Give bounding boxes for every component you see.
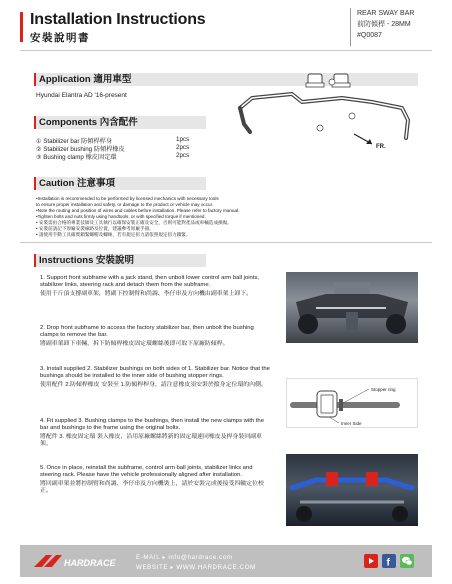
section-divider bbox=[20, 242, 432, 243]
header bbox=[20, 8, 432, 48]
caution-heading-text: Caution 注意事項 bbox=[39, 178, 115, 189]
subframe-photo bbox=[286, 272, 418, 343]
installed-bar-photo-art bbox=[286, 454, 418, 526]
instructions-heading-text: Instructions 安裝說明 bbox=[39, 255, 135, 266]
header-divider bbox=[20, 50, 432, 51]
component-qty: 1pcs bbox=[176, 136, 190, 143]
instruction-step-5 bbox=[40, 465, 272, 495]
instruction-step-1 bbox=[40, 275, 272, 298]
page-title-zh: 安裝說明書 bbox=[30, 32, 90, 44]
instruction-step-4 bbox=[40, 418, 272, 448]
application-heading-text: Application 適用車型 bbox=[39, 74, 132, 85]
caution-line: • 安裝需由合格的專業技師及工具執行以確保安裝正確及安全，否則可能對產品或車輛造成損傷。 bbox=[36, 220, 232, 225]
bushing-drawing bbox=[286, 378, 418, 428]
step-text-en: 5. Once in place, reinstall the subframe, control arm ball joints, stabilizer links and steering rack. Please have the vehicle professionally aligned after installation. bbox=[40, 465, 253, 479]
sway-bar-diagram bbox=[222, 68, 422, 170]
svg-text:f: f bbox=[386, 557, 390, 568]
stopper-ring-label: Stopper ring bbox=[371, 387, 396, 392]
component-qty: 2pcs bbox=[176, 144, 190, 151]
product-number: #Q0087 bbox=[357, 32, 382, 39]
hardrace-logo bbox=[32, 551, 122, 573]
wechat-icon[interactable] bbox=[400, 554, 414, 568]
instruction-step-3 bbox=[40, 366, 272, 389]
step-text-en: 3. Install supplied 2. Stabilizer bushings on both sides of 1. Stabilizer bar. Notice that the bushings should be installed to the inner side of bushing stopper rings. bbox=[40, 366, 270, 380]
step-text-en: 1. Support front subframe with a jack stand, then unbolt lower control arm ball joints, stabilizer links, steering rack and detach them from the subframe. bbox=[40, 275, 260, 289]
callout-icon bbox=[329, 79, 335, 85]
application-vehicle: Hyundai Elantra AD '16-present bbox=[36, 92, 127, 99]
email-link[interactable]: E-MAIL ▸ info@hardrace.com bbox=[136, 554, 233, 561]
step-text-zh: 使用千斤頂支撐副車架，將副下控制臂和尚調、李仔串及方向機由副車架上卸下。 bbox=[40, 290, 253, 297]
instructions-heading bbox=[34, 254, 206, 267]
product-name: REAR SWAY BAR bbox=[357, 10, 415, 17]
sway-bar-end-left bbox=[240, 108, 250, 132]
step-text-zh: 將回副車架並將控制臂和尚調、李仔串及方向機裝上，請於安裝完成後接受四輪定位校正。 bbox=[40, 480, 264, 494]
sway-bar-shape bbox=[240, 94, 408, 138]
footer bbox=[20, 545, 432, 577]
installed-bar-photo bbox=[286, 454, 418, 526]
callout-icon bbox=[317, 125, 323, 131]
caution-line: •Tighten bolts and nuts firmly using handtools, or with specified torque if mentioned. bbox=[36, 214, 206, 219]
instructions-accent bbox=[34, 254, 36, 267]
product-name-zh: 前防傾桿 - 28MM bbox=[357, 21, 411, 28]
caution-line: •Note the routing and position of wires and cables before installation. Please refer to factory manual. bbox=[36, 208, 240, 213]
step-text-zh: 使用配件 2.防傾桿橡皮 安裝至 1.防傾桿桿身，請注意橡皮須安裝於擋身定位環的內側。 bbox=[40, 381, 267, 388]
application-accent bbox=[34, 73, 36, 86]
caution-line: • 安裝前請記下原廠安裝線路及位置，建議參考原廠手冊。 bbox=[36, 226, 154, 231]
front-direction-label: FR. bbox=[376, 144, 386, 150]
component-item: ② Stabilizer bushing 防傾桿橡皮 bbox=[36, 146, 125, 153]
brand-name: HARDRACE bbox=[64, 558, 116, 568]
bushing-icon bbox=[306, 74, 324, 87]
bushing-drawing-art bbox=[287, 379, 419, 429]
caution-line: •Installation is recommended to be performed by licensed mechanics with necessary tools bbox=[36, 196, 219, 201]
components-accent bbox=[34, 116, 36, 129]
callout-icon bbox=[349, 113, 355, 119]
step-text-zh: 將配件 3. 橡皮固定環 裝入橡皮，沿用原廠螺絲將新的固定環連同橡皮及桿身裝回副車架。 bbox=[40, 433, 262, 447]
website-link[interactable]: WEBSITE ▸ WWW.HARDRACE.COM bbox=[136, 564, 256, 571]
component-qty: 2pcs bbox=[176, 152, 190, 159]
inner-side-label: Inner Side bbox=[341, 421, 362, 426]
caution-heading bbox=[34, 177, 206, 190]
component-item: ③ Bushing clamp 橡皮固定環 bbox=[36, 154, 117, 161]
facebook-icon[interactable] bbox=[382, 554, 396, 568]
caution-line: • 請使用手動工具確實鎖緊螺帽及螺絲，若有規定扭力請依照規定扭力鎖緊。 bbox=[36, 232, 191, 237]
step-text-zh: 將副車架卸下車輛，拆下防傾桿橡皮固定環螺絲後即可取下原廠防傾桿。 bbox=[40, 340, 229, 347]
header-accent-bar bbox=[20, 12, 23, 42]
subframe-photo-art bbox=[286, 272, 418, 343]
youtube-icon[interactable] bbox=[364, 554, 378, 568]
page-title: Installation Instructions bbox=[30, 11, 206, 28]
components-heading bbox=[34, 116, 206, 129]
caution-accent bbox=[34, 177, 36, 190]
contact-info bbox=[136, 553, 256, 573]
instruction-step-2 bbox=[40, 325, 272, 348]
caution-line: to ensure proper installation and safety, or damage to the product or vehicle may occur. bbox=[36, 202, 214, 207]
component-item: ① Stabilizer bar 防傾桿桿身 bbox=[36, 138, 113, 145]
step-text-en: 2. Drop front subframe to access the factory stabilizer bar, then unbolt the bushing clamps to remove the bar. bbox=[40, 325, 254, 339]
product-info bbox=[350, 8, 432, 46]
components-heading-text: Components 內含配件 bbox=[39, 117, 138, 128]
step-text-en: 4. Fit supplied 3. Bushing clamps to the bushings, then install the new clamps with the bar and bushings to the frame using the original bolts. bbox=[40, 418, 264, 432]
